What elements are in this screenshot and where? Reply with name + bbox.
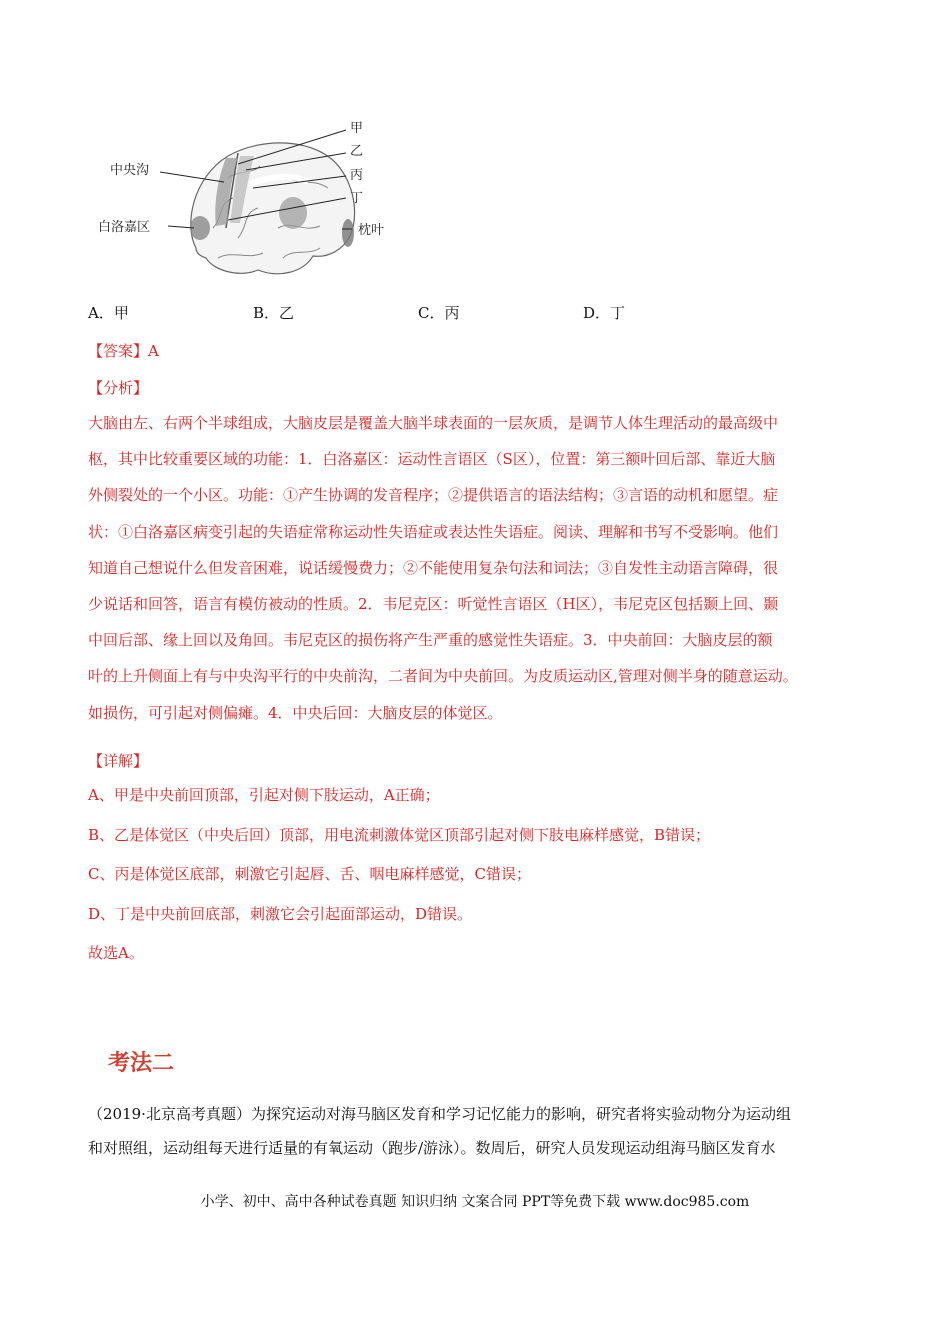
brain-diagram [88, 108, 398, 288]
analysis-line: 知道自己想说什么但发音困难，说话缓慢费力；②不能使用复杂句法和词法；③自发性主动语言障碍，很 [88, 558, 779, 577]
analysis-line: 叶的上升侧面上有与中央沟平行的中央前沟，二者间为中央前回。为皮质运动区,管理对侧半身的随意运动。 [88, 667, 798, 686]
page-footer: 小学、初中、高中各种试卷真题 知识归纳 文案合同 PPT等免费下载 www.doc985.com [200, 1194, 750, 1210]
analysis-line: 如损伤，可引起对侧偏瘫。4．中央后回：大脑皮层的体觉区。 [88, 703, 503, 722]
label-bing: 丙 [350, 168, 364, 183]
detail-line: A、甲是中央前回顶部，引起对侧下肢运动，A正确； [88, 786, 440, 804]
answer-label: 【答案】 [88, 342, 149, 360]
label-ding: 丁 [350, 191, 364, 206]
detail-heading: 【详解】 [88, 752, 149, 770]
detail-line: B、乙是体觉区（中央后回）顶部，用电流刺激体觉区顶部引起对侧下肢电麻样感觉，B错误； [88, 825, 711, 844]
analysis-line: 少说话和回答，语言有模仿被动的性质。2．韦尼克区：听觉性言语区（H区），韦尼克区包括颞上回、颞 [88, 595, 779, 614]
analysis-line: 枢，其中比较重要区域的功能：1．白洛嘉区：运动性言语区（S区），位置：第三额叶回后部、靠近大脑 [88, 450, 776, 469]
analysis-line: 外侧裂处的一个小区。功能：①产生协调的发音程序；②提供语言的语法结构；③言语的动机和愿望。症 [88, 486, 779, 505]
analysis-line: 中回后部、缘上回以及角回。韦尼克区的损伤将产生严重的感觉性失语症。3．中央前回：大脑皮层的额 [88, 631, 773, 650]
detail-line: 故选A。 [88, 944, 144, 962]
option-b: B．乙 [253, 304, 295, 322]
analysis-body [88, 405, 878, 731]
detail-body [88, 776, 878, 974]
answer-options [88, 302, 848, 326]
analysis-heading: 【分析】 [88, 379, 149, 397]
option-d: D．丁 [583, 304, 626, 322]
brain-diagram-svg [88, 108, 398, 288]
option-c: C．丙 [418, 304, 460, 322]
option-a: A．甲 [88, 304, 129, 322]
label-yi: 乙 [350, 144, 364, 159]
occipital-area [342, 219, 354, 247]
brain-outline [191, 143, 355, 274]
label-broca: 白洛嘉区 [98, 220, 151, 235]
detail-line: C、丙是体觉区底部，刺激它引起唇、舌、咽电麻样感觉，C错误； [88, 865, 531, 883]
label-central-sulcus: 中央沟 [110, 163, 150, 178]
label-occipital: 枕叶 [358, 223, 385, 238]
question-line: （2019·北京高考真题）为探究运动对海马脑区发育和学习记忆能力的影响，研究者将实验动物分为运动组 [88, 1105, 791, 1123]
question-line: 和对照组，运动组每天进行适量的有氧运动（跑步/游泳）。数周后，研究人员发现运动组海马脑区发育水 [88, 1139, 776, 1157]
section-title: 考法二 [108, 1051, 175, 1076]
answer-line [88, 340, 878, 361]
question-body [88, 1097, 878, 1165]
analysis-line: 大脑由左、右两个半球组成，大脑皮层是覆盖大脑半球表面的一层灰质，是调节人体生理活动的最高级中 [88, 414, 779, 432]
answer-value: A [148, 342, 159, 360]
detail-line: D、丁是中央前回底部，刺激它会引起面部运动，D错误。 [88, 904, 473, 923]
analysis-line: 状：①白洛嘉区病变引起的失语症常称运动性失语症或表达性失语症。阅读、理解和书写不受影响。他们 [88, 522, 779, 541]
wernicke-area [279, 197, 307, 229]
label-jia: 甲 [350, 121, 364, 136]
